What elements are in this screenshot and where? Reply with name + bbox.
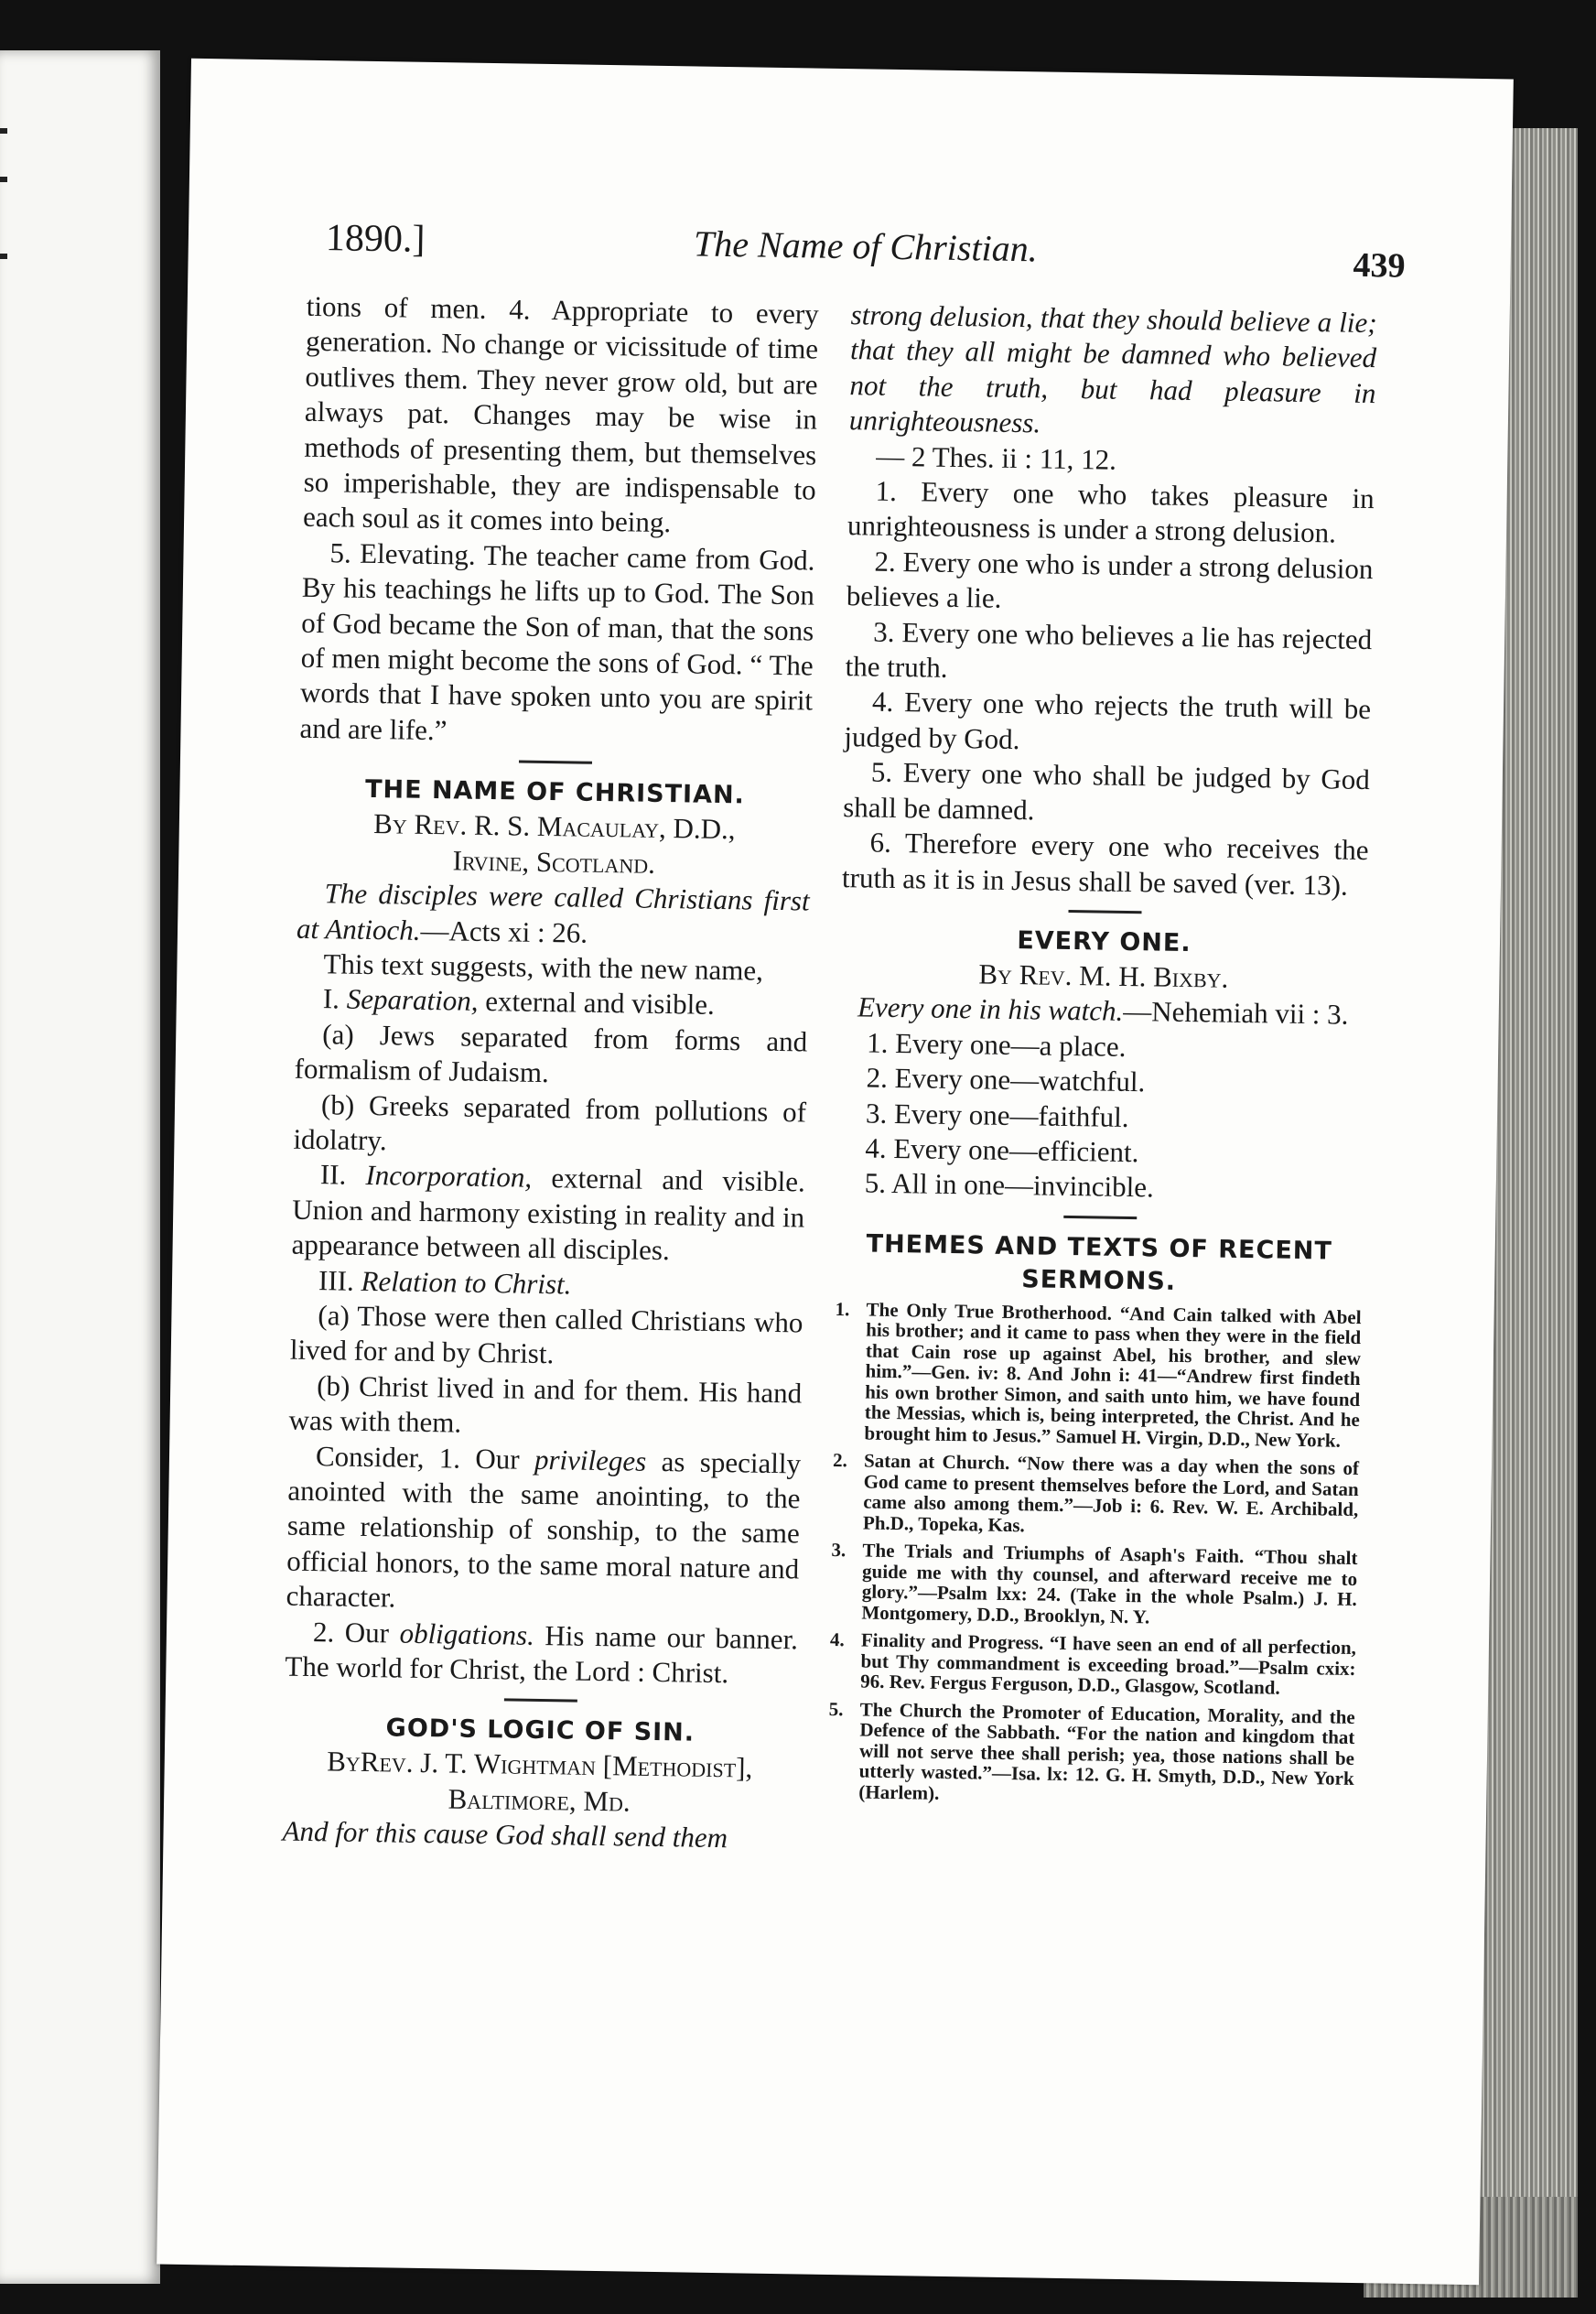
scripture-reference: —Nehemiah vii : 3. [1122,995,1349,1032]
item-number: 4. [829,1628,845,1651]
list-item [827,1699,1355,1811]
author-line: By Rev. M. H. Bixby. [978,957,1229,994]
outline-point: 5. Every one who shall be judged by God shall be damned. [842,755,1371,827]
header-year: 1890.] [325,217,426,261]
scripture-reference: — 2 Thes. ii : 11, 12. [876,439,1117,476]
paragraph: This text suggests, with the new name, [323,947,764,987]
text-run: Consider, 1. Our [315,1439,535,1476]
scripture-quote: The disciples were called Christians first at Antioch. [296,877,810,946]
list-item [833,1299,1361,1452]
outline-number: II. [319,1158,347,1191]
paragraph: tions of men. 4. Appropriate to every generation. No change or vicissitude of time outlives them. They never grow old, but are always pat. Changes may be wise in methods of presenting them, but themselves so imperishable, they are indispensable to each soul as it comes into being. [302,289,819,539]
sub-point: (b) Greeks separated from pollutions of idolatry. [293,1087,807,1157]
section-heading: GOD'S LOGIC OF SIN. [385,1714,696,1748]
section-heading: EVERY ONE. [1017,926,1192,957]
outline-term: Incorporation, [365,1159,533,1195]
paragraph [285,1614,798,1692]
emphasis: privileges [534,1443,647,1477]
margin-mark [0,177,7,182]
outline-point: 1. Every one who takes pleasure in unrighteousness is under a strong delusion. [847,474,1375,549]
list-item: 3. Every one—faithful. [865,1097,1129,1133]
scripture-quote: And for this cause God shall send them [282,1814,728,1854]
section-divider [1068,910,1141,914]
sub-point: (a) Those were then called Christians who lived for and by Christ. [289,1299,803,1370]
text-run: as specially anointed with the same anointing, to the same relationship of sonship, to the same official honors, to the same moral nature and character. [286,1444,802,1614]
outline-term: Relation to Christ. [361,1264,572,1301]
outline-point: 4. Every one who rejects the truth will be judged by God. [844,686,1372,755]
section-heading: THE NAME OF CHRISTIAN. [364,775,746,810]
author-line: By Rev. R. S. Macaulay, D.D., [372,807,736,846]
list-item [832,1450,1359,1541]
outline-number: III. [318,1263,355,1297]
header-title: The Name of Christian. [693,222,1039,270]
item-text: Finality and Progress. “I have seen an end of all perfection, but Thy commandment is exceeding broad.”—Psalm cxix: 96. Rev. Fergus Ferguson, D.D., Glasgow, Scotland. [860,1628,1357,1699]
sub-point: (a) Jews separated from forms and formalism of Judaism. [294,1017,808,1089]
outline-point: 6. Therefore every one who receives the truth as it is in Jesus shall be saved (ver. 13). [841,826,1369,902]
list-item: 5. All in one—invincible. [864,1166,1155,1204]
scripture-quote: Every one in his watch. [857,990,1124,1028]
item-number: 2. [832,1449,847,1472]
item-number: 5. [828,1697,844,1720]
margin-mark [0,128,7,134]
emphasis: obligations. [399,1617,535,1651]
outline-term: Separation, [346,982,479,1018]
item-text: The Church the Promoter of Education, Morality, and the Defence of the Sabbath. “For the nation and kingdom that will not serve thee shall perish; yea, those nations shall be utterly wasted.”—Isa. lx: 12. G. H. Smyth, D.D., New York (Harlem). [858,1698,1355,1804]
item-text: The Trials and Triumphs of Asaph's Faith. “Thou shalt guide me with thy counsel, and afterward receive me to glory.”—Psalm lxx: 24. (Take in the whole Psalm.) J. H. Montgomery, D.D., Brooklyn, N. Y. [861,1539,1358,1628]
page-number: 439 [1353,245,1406,286]
list-item: 1. Every one—a place. [866,1026,1127,1063]
book-page [156,59,1514,2285]
outline-text: external and visible. Union and harmony existing in reality and in appearance between all disciples. [291,1162,806,1267]
outline-text: external and visible. [478,985,716,1022]
margin-mark [0,254,7,259]
scripture-text [297,876,810,955]
outline-point [291,1157,805,1271]
paragraph [286,1438,801,1622]
sermon-themes-list [827,1299,1362,1810]
text-run: His name our banner. The world for Christ, the Lord : Christ. [285,1618,799,1690]
item-text: The Only True Brotherhood. “And Cain talked with Abel his brother; and it came to pass when they were in the field that Cain rose up against Abel, his brother, and slew him.”—Gen. iv: 8. And John i: 41—“Andrew first findeth his own brother Simon, and saith unto him, we have found the Messias, which is, being interpreted, the Christ. And he brought him to Jesus.” Samuel H. Virgin, D.D., New York. [864,1298,1362,1452]
every-one-list [837,1025,1366,1209]
outline-number: I. [322,982,340,1015]
section-divider [519,761,592,764]
sub-point: (b) Christ lived in and for them. His hand was with them. [288,1368,803,1439]
facing-page-edge [0,50,160,2284]
item-number: 3. [831,1539,847,1562]
scripture-reference: —Acts xi : 26. [420,914,588,949]
running-header [325,216,1406,297]
list-item: 2. Every one—watchful. [866,1061,1146,1098]
text-run: 2. Our [312,1615,400,1649]
item-number: 1. [835,1297,850,1321]
item-text: Satan at Church. “Now there was a day when the sons of God came to present themselves before the Lord, and Satan came also among them.”—Job i: 6. Rev. W. E. Archibald, Ph.D., Topeka, Kas. [862,1449,1360,1537]
list-item [829,1629,1356,1700]
scripture-quote: strong delusion, that they should believe a lie; that they all might be damned who believed not the truth, but had pleasure in unrighteousness. [848,298,1377,439]
outline-point: 2. Every one who is under a strong delusion believes a lie. [846,545,1374,615]
list-item [830,1540,1357,1630]
paragraph: 5. Elevating. The teacher came from God. By his teachings he lifts up to God. The Son of God became the Son of man, that the sons of men might become the sons of God. “ The words that I have spoken unto you are spirit and are life.” [299,536,815,747]
left-column [282,289,819,1857]
list-item: 4. Every one—efficient. [865,1131,1139,1169]
section-heading: THEMES AND TEXTS OF RECENT SERMONS. [866,1229,1333,1296]
section-divider [1063,1216,1137,1219]
author-location: Baltimore, Md. [448,1782,631,1818]
section-divider [504,1699,577,1703]
outline-point: 3. Every one who believes a lie has rejected the truth. [845,615,1373,684]
author-location: Irvine, Scotland. [452,844,656,880]
right-column [827,297,1377,1817]
author-line: ByRev. J. T. Wightman [Methodist], [327,1745,753,1785]
